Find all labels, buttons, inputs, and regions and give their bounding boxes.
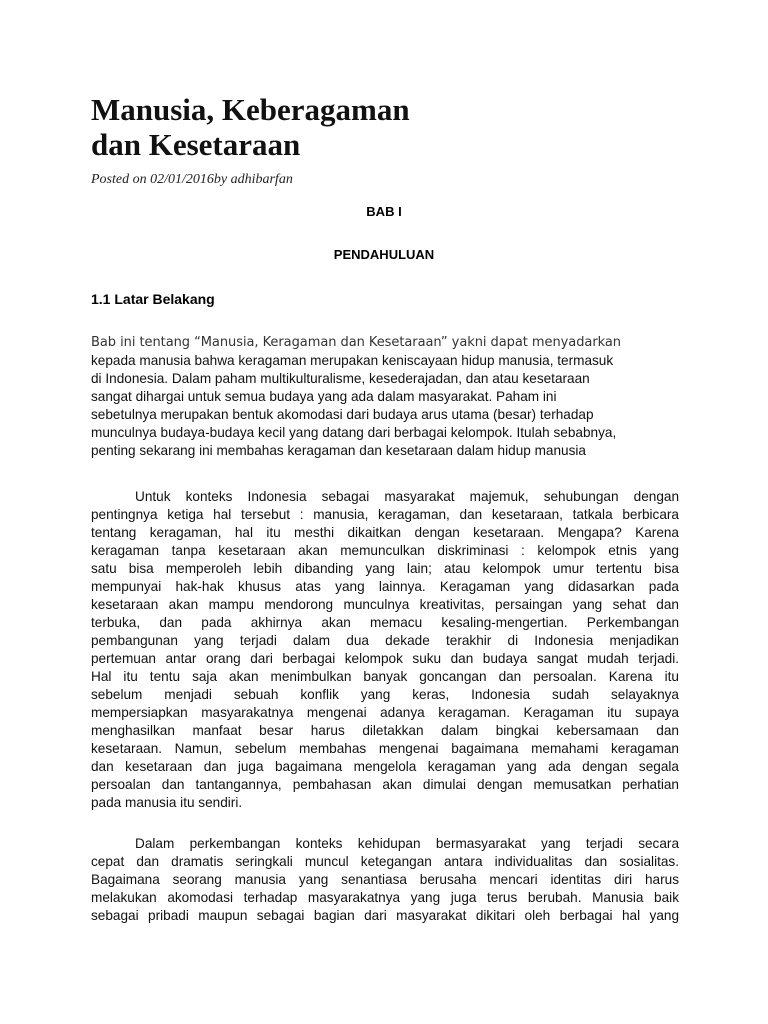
article-byline: Posted on 02/01/2016by adhibarfan: [91, 172, 293, 187]
paragraph-line: kesetaraan. Namun, sebelum membahas mengenai bagaimana memahami keragaman: [91, 741, 679, 756]
paragraph-line: pembangunan yang terjadi dalam dua dekade terakhir di Indonesia menjadikan: [91, 633, 679, 648]
paragraph-line: pada manusia itu sendiri.: [91, 795, 243, 810]
article-title-line: Manusia, Keberagaman: [91, 92, 410, 127]
paragraph-line: Hal itu tentu saja akan menimbulkan banyak goncangan dan persoalan. Karena itu: [91, 669, 679, 684]
paragraph-line: melakukan akomodasi terhadap masyarakatnya yang juga terus berubah. Manusia baik: [91, 890, 679, 905]
paragraph-line: persoalan dan tantangannya, pembahasan akan dimulai dengan memusatkan perhatian: [91, 777, 679, 792]
paragraph-line: dan kesetaraan dan juga bagaimana mengelola keragaman yang ada dengan segala: [91, 759, 679, 774]
paragraph-line: Bagaimana seorang manusia yang senantiasa berusaha mencari identitas diri harus: [91, 872, 679, 887]
paragraph-line: menghasilkan manfaat besar harus diletakkan dalam bingkai kebersamaan dan: [91, 723, 679, 738]
paragraph-development: [91, 835, 679, 925]
article-title: [91, 92, 651, 162]
paragraph-line: sebelum menjadi sebuah konflik yang keras, Indonesia sudah selayaknya: [91, 687, 679, 702]
paragraph-line: pentingnya ketiga hal tersebut : manusia, keragaman, dan kesetaraan, tatkala berbicara: [91, 507, 679, 522]
paragraph-intro: [91, 334, 679, 460]
paragraph-line: terbuka, dan pada akhirnya akan memacu kesaling-mengertian. Perkembangan: [91, 615, 679, 630]
paragraph-line: Dalam perkembangan konteks kehidupan bermasyarakat yang terjadi secara: [135, 836, 679, 851]
paragraph-line: kesetaraan akan mampu mendorong munculnya kreativitas, persaingan yang sehat dan: [91, 597, 679, 612]
paragraph-line: sangat dihargai untuk semua budaya yang ada dalam masyarakat. Paham ini: [91, 389, 557, 404]
paragraph-line: pertemuan antar orang dari berbagai kelompok suku dan budaya sangat mudah terjadi.: [91, 651, 679, 666]
paragraph-line: Bab ini tentang “Manusia, Keragaman dan Kesetaraan” yakni dapat menyadarkan: [91, 335, 621, 350]
paragraph-line: keragaman tanpa kesetaraan akan memunculkan diskriminasi : kelompok etnis yang: [91, 543, 679, 558]
paragraph-line: kepada manusia bahwa keragaman merupakan keniscayaan hidup manusia, termasuk: [91, 353, 614, 368]
paragraph-line: sebagai pribadi maupun sebagai bagian dari masyarakat dikitari oleh berbagai hal yang: [91, 908, 679, 923]
paragraph-line: sebetulnya merupakan bentuk akomodasi dari budaya arus utama (besar) terhadap: [91, 407, 594, 422]
paragraph-line: munculnya budaya-budaya kecil yang datang dari berbagai kelompok. Itulah sebabnya,: [91, 425, 617, 440]
paragraph-line: tentang keragaman, hal itu mesthi dikaitkan dengan kesetaraan. Mengapa? Karena: [91, 525, 679, 540]
paragraph-line: cepat dan dramatis seringkali muncul ketegangan antara individualitas dan sosialitas.: [91, 854, 679, 869]
paragraph-line: satu bisa memperoleh lebih dibanding yang lain; atau kelompok umur tertentu bisa: [91, 561, 679, 576]
paragraph-line: penting sekarang ini membahas keragaman dan kesetaraan dalam hidup manusia: [91, 443, 586, 458]
article-title-line: dan Kesetaraan: [91, 127, 301, 162]
paragraph-line: di Indonesia. Dalam paham multikulturalisme, kesederajadan, dan atau kesetaraan: [91, 371, 590, 386]
paragraph-line: Untuk konteks Indonesia sebagai masyarakat majemuk, sehubungan dengan: [135, 489, 679, 504]
paragraph-line: mempersiapkan masyarakatnya mengenai adanya keragaman. Keragaman itu supaya: [91, 705, 679, 720]
paragraph-line: mempunyai hak-hak khusus atas yang lainnya. Keragaman yang didasarkan pada: [91, 579, 679, 594]
paragraph-context: [91, 488, 679, 812]
chapter-label: BAB I: [366, 204, 402, 219]
section-heading: 1.1 Latar Belakang: [91, 291, 215, 307]
chapter-heading: PENDAHULUAN: [333, 247, 435, 262]
